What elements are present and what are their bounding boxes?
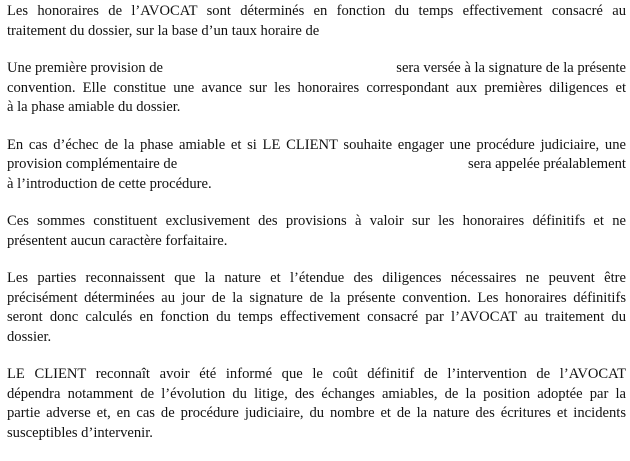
text-line: traitement du dossier, sur la base d’un taux horaire de — [7, 22, 320, 39]
text-line — [7, 155, 626, 175]
text-line: LE CLIENT reconnaît avoir été informé que le coût définitif de l’intervention de l’AVOCAT — [7, 366, 626, 382]
document-page — [7, 2, 626, 461]
text-segment: sera versée à la signature de la présente — [396, 60, 626, 76]
amount-blank — [163, 59, 396, 79]
text-line: Les parties reconnaissent que la nature et l’étendue des diligences nécessaires ne peuvent être — [7, 270, 626, 286]
text-segment: sera appelée préalablement — [467, 156, 626, 172]
paragraph-complementary-provision — [7, 136, 626, 195]
paragraph-first-provision — [7, 59, 626, 118]
text-line: seront donc calculés en fonction du temps effectivement consacré par l’AVOCAT au traitement du — [7, 309, 626, 325]
text-line — [7, 2, 626, 22]
text-line: dépendra notamment de l’évolution du litige, des échanges amiables, de la position adoptée par la — [7, 385, 626, 402]
text-line: Ces sommes constituent exclusivement des provisions à valoir sur les honoraires définitifs et ne — [7, 213, 626, 229]
text-segment: Une première provision de — [7, 60, 164, 76]
paragraph-provisions-nature — [7, 212, 626, 251]
paragraph-final-cost — [7, 365, 626, 443]
text-segment: provision complémentaire de — [7, 156, 178, 172]
paragraph-diligences — [7, 269, 626, 347]
text-line: En cas d’échec de la phase amiable et si LE CLIENT souhaite engager une procédure judiciaire, une — [7, 136, 626, 153]
text-line: partie adverse et, en cas de procédure judiciaire, du nombre et de la nature des écritures et incidents — [7, 405, 626, 421]
text-line: à la phase amiable du dossier. — [7, 99, 181, 115]
text-line: précisément déterminées au jour de la signature de la présente convention. Les honoraires définitifs — [7, 289, 626, 306]
text-line: à l’introduction de cette procédure. — [7, 175, 212, 192]
text-line: présentent aucun caractère forfaitaire. — [7, 232, 228, 249]
amount-blank — [177, 155, 468, 175]
text-line: convention. Elle constitue une avance sur les honoraires correspondant aux premières diligences et — [7, 79, 626, 96]
text-line: susceptibles d’intervenir. — [7, 424, 153, 441]
paragraph-hourly-rate — [7, 2, 626, 41]
text-segment: Les honoraires de l’AVOCAT sont déterminés en fonction du temps effectivement consacré au — [7, 3, 626, 19]
text-line: dossier. — [7, 328, 52, 345]
text-line — [7, 59, 626, 79]
